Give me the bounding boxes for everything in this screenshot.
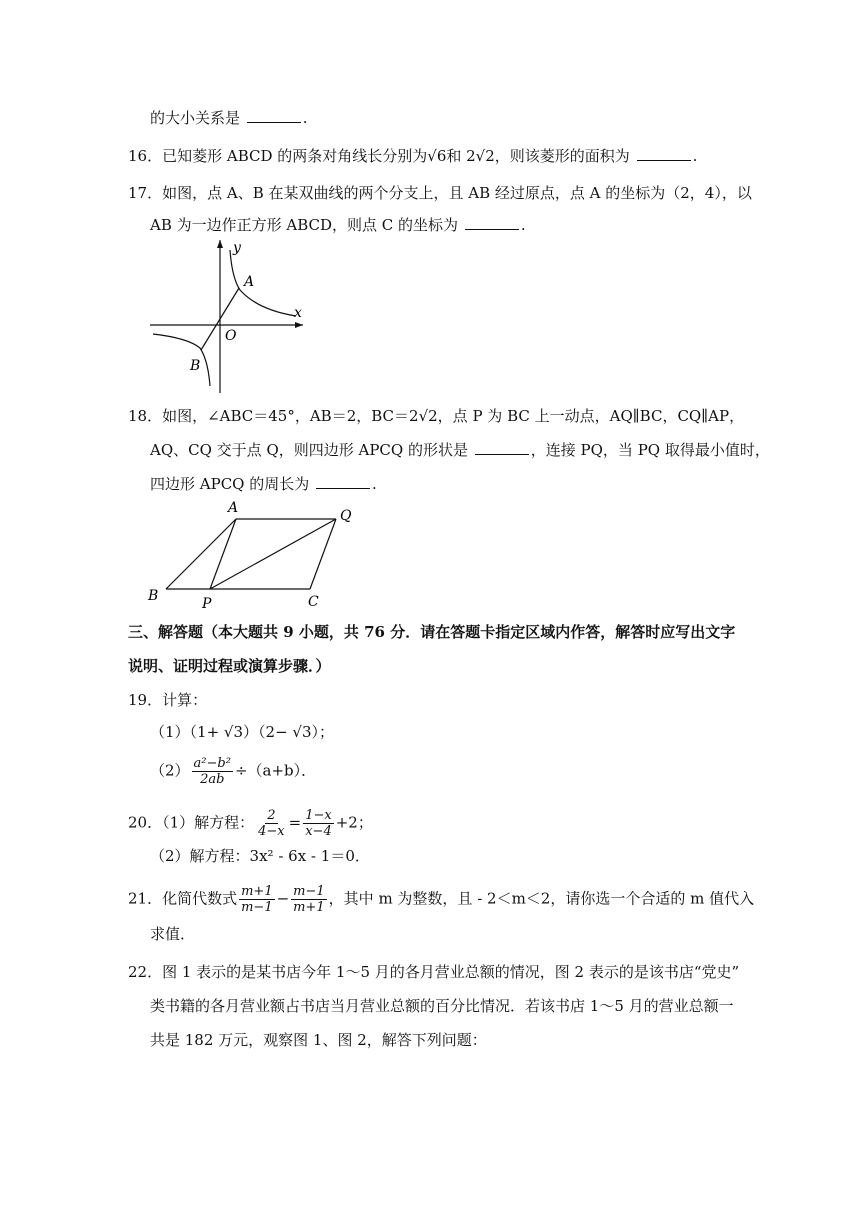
segment-BA (166, 519, 236, 589)
label-B: B (190, 358, 201, 374)
fraction: $\frac{m+1}{m-1}$ (241, 884, 273, 915)
answer-blank[interactable] (475, 440, 529, 455)
question-21-line1: 21．化简代数式 $\frac{m+1}{m-1}$ − $\frac{m-1}{m+1}$ ，其中 m 为整数，且 - 2＜m＜2，请你选一个合适的 m 值代入 (128, 884, 755, 915)
question-20-part1: 20．（1）解方程： $\frac{2}{4-x}$ = $\frac{1-x}{x-4}$ +2； (128, 808, 373, 839)
label-y: y (233, 240, 241, 256)
question-19: 19．计算： (128, 691, 208, 709)
fraction: $\frac{2}{4-x}$ (258, 808, 285, 839)
question-18-line1: 18．如图，∠ABC＝45°，AB＝2，BC＝2√2，点 P 为 BC 上一动点，AQ∥BC，CQ∥AP， (128, 407, 745, 425)
segment-PQ (210, 519, 336, 589)
hyperbola-branch-upper (230, 250, 296, 316)
segment-CQ (310, 519, 336, 589)
question-22-line1: 22．图 1 表示的是某书店今年 1～5 月的各月营业总额的情况，图 2 表示的是该书店“党史” (128, 963, 740, 981)
label-C: C (308, 594, 319, 610)
answer-blank[interactable] (465, 215, 519, 230)
question-22-line2: 类书籍的各月营业额占书店当月营业总额的百分比情况．若该书店 1～5 月的营业总额一 (150, 997, 734, 1015)
segment-AP (210, 519, 236, 589)
section-3-heading-line2: 说明、证明过程或演算步骤．） (128, 657, 331, 675)
figure-17-hyperbola (148, 238, 313, 398)
question-19-part1: （1）（1+ √3）（2− √3）； (150, 723, 335, 741)
section-3-heading-line1: 三、解答题（本大题共 9 小题，共 76 分．请在答题卡指定区域内作答，解答时应写出文字 (128, 623, 736, 641)
label-O: O (225, 328, 237, 344)
figure-18-parallelogram (144, 496, 364, 614)
answer-blank[interactable] (637, 146, 691, 161)
question-19-part2: （2） $\frac{\text{a²−b²}}{2ab}$ ÷（a+b）． (150, 756, 317, 787)
label-A: A (244, 274, 255, 290)
label-A: A (228, 500, 239, 516)
label-Q: Q (340, 508, 352, 524)
x-axis-arrow (295, 322, 303, 328)
question-21-line2: 求值． (150, 925, 196, 943)
question-16: 16．已知菱形 ABCD 的两条对角线长分别为√6和 2√2，则该菱形的面积为 . (128, 147, 698, 165)
fraction: $\frac{m-1}{m+1}$ (293, 884, 325, 915)
question-18-line3: 四边形 APCQ 的周长为 . (150, 475, 377, 493)
fraction: $\frac{1-x}{x-4}$ (305, 808, 332, 839)
answer-blank[interactable] (316, 474, 370, 489)
fraction: $\frac{\text{a²−b²}}{2ab}$ (193, 756, 231, 787)
label-x: x (294, 305, 302, 321)
question-20-part2: （2）解方程：3x² - 6x - 1＝0． (150, 847, 370, 865)
question-17-line2: AB 为一边作正方形 ABCD，则点 C 的坐标为 . (150, 216, 526, 234)
question-22-line3: 共是 182 万元，观察图 1、图 2，解答下列问题： (150, 1031, 487, 1049)
question-18-line2: AQ、CQ 交于点 Q，则四边形 APCQ 的形状是 ，连接 PQ，当 PQ 取得最小值时， (150, 441, 770, 459)
question-17-line1: 17．如图，点 A、B 在某双曲线的两个分支上，且 AB 经过原点，点 A 的坐标为（2，4），以 (128, 184, 752, 202)
y-axis-arrow (217, 240, 223, 248)
hyperbola-branch-lower (153, 334, 210, 386)
label-P: P (202, 596, 212, 612)
label-B: B (148, 588, 159, 604)
answer-blank[interactable] (247, 108, 301, 123)
line-l1: 的大小关系是 . (150, 109, 308, 127)
